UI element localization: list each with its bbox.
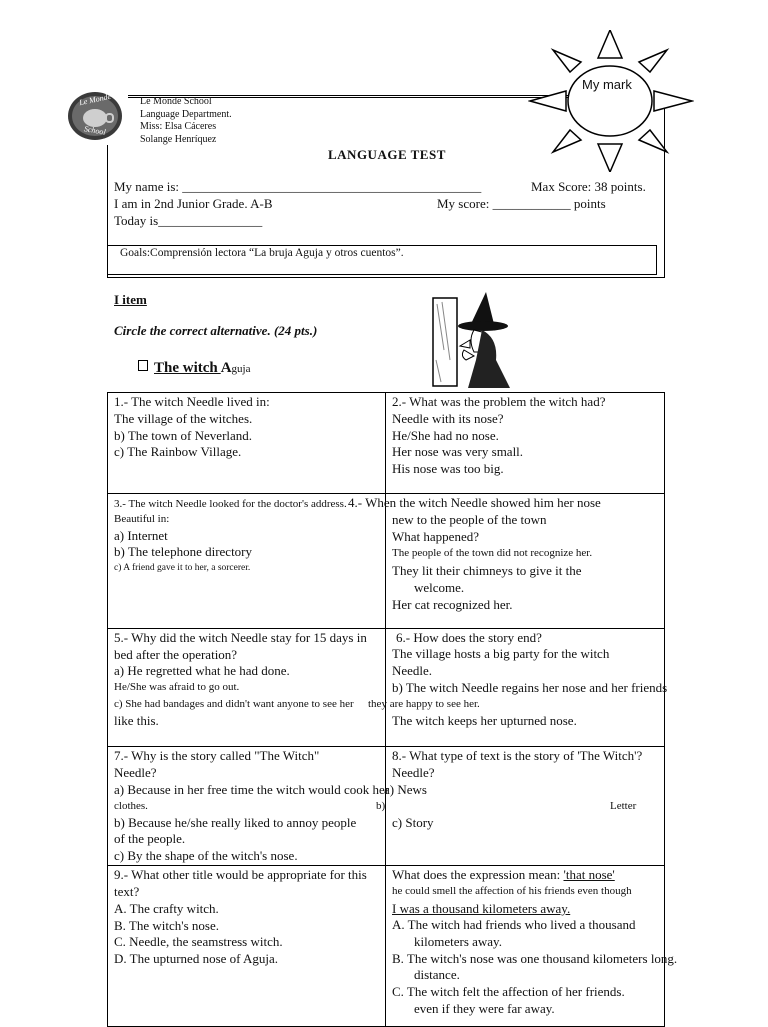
- q1-option-b[interactable]: b) The town of Neverland.: [114, 428, 253, 443]
- q1-prompt: 1.- The witch Needle lived in:: [114, 394, 270, 409]
- school-info: [140, 96, 232, 146]
- q9-option-b[interactable]: B. The witch's nose.: [114, 918, 220, 933]
- q9-option-d[interactable]: D. The upturned nose of Aguja.: [114, 951, 279, 966]
- q6-option-a[interactable]: The village hosts a big party for the witch: [392, 646, 610, 661]
- q7-prompt: 7.- Why is the story called "The Witch": [114, 748, 320, 763]
- goals-text: Goals:Comprensión lectora “La bruja Aguja y otros cuentos”.: [120, 247, 404, 259]
- name-line[interactable]: My name is: ______________________________________________: [114, 179, 482, 194]
- q5-option-a[interactable]: a) He regretted what he had done.: [114, 663, 290, 678]
- q5-option-c[interactable]: c) She had bandages and didn't want anyone to see her: [114, 698, 354, 710]
- q6-prompt: 6.- How does the story end?: [396, 630, 542, 645]
- q10-prompt: [392, 867, 615, 882]
- section-instruction: Circle the correct alternative. (24 pts.): [114, 323, 318, 338]
- q6-option-c[interactable]: The witch keeps her upturned nose.: [392, 713, 577, 728]
- section-item: I item: [114, 292, 147, 307]
- witch-illustration: [430, 290, 515, 390]
- my-score-line[interactable]: My score: ____________ points: [437, 196, 606, 211]
- school-logo: [66, 90, 124, 142]
- mark-sun: [528, 30, 694, 172]
- q8-option-b[interactable]: Letter: [610, 800, 637, 812]
- q7-stray-b: b): [376, 800, 386, 812]
- q8-prompt: 8.- What type of text is the story of 'The Witch'?: [392, 748, 643, 763]
- date-line[interactable]: Today is________________: [114, 213, 263, 228]
- q5-prompt-cont: bed after the operation?: [114, 647, 238, 662]
- q6-option-a-cont[interactable]: Needle.: [392, 663, 433, 678]
- q2-prompt-cont: Needle with its nose?: [392, 411, 504, 426]
- q9-prompt-cont: text?: [114, 884, 140, 899]
- q4-option-a[interactable]: The people of the town did not recognize her.: [392, 547, 593, 559]
- checkbox-icon: [138, 360, 148, 371]
- story-title-cap: A: [220, 360, 232, 376]
- q2-option-c[interactable]: His nose was too big.: [392, 461, 504, 476]
- department: Language Department.: [140, 108, 232, 120]
- page-title: LANGUAGE TEST: [328, 147, 446, 162]
- q1-option-c[interactable]: c) The Rainbow Village.: [114, 444, 242, 459]
- q3-option-c[interactable]: c) A friend gave it to her, a sorcerer.: [114, 563, 251, 573]
- q4-prompt-cont: new to the people of the town: [392, 512, 547, 527]
- q10-option-a[interactable]: A. The witch had friends who lived a thousand: [392, 917, 636, 932]
- q9-prompt: 9.- What other title would be appropriate for this: [114, 867, 367, 882]
- story-title: [138, 359, 250, 377]
- header-bottom-line: [107, 277, 664, 278]
- q7-prompt-cont: Needle?: [114, 765, 157, 780]
- q5-option-b[interactable]: He/She was afraid to go out.: [114, 681, 240, 693]
- logo-text-bottom: School: [83, 124, 107, 137]
- q10-option-a-cont[interactable]: kilometers away.: [414, 934, 502, 949]
- q3-option-b[interactable]: b) The telephone directory: [114, 544, 253, 559]
- q1-option-a[interactable]: The village of the witches.: [114, 411, 253, 426]
- school-name: Le Monde School: [140, 96, 212, 107]
- grade-line: I am in 2nd Junior Grade. A-B: [114, 196, 273, 211]
- q2-prompt: 2.- What was the problem the witch had?: [392, 394, 606, 409]
- q8-prompt-cont: Needle?: [392, 765, 435, 780]
- q10-prompt-cont-2: I was a thousand kilometers away.: [392, 901, 571, 916]
- questions-table: [107, 392, 678, 1027]
- q5-option-c-cont[interactable]: like this.: [114, 713, 159, 728]
- q7-option-c[interactable]: c) By the shape of the witch's nose.: [114, 848, 298, 863]
- q10-prompt-cont: he could smell the affection of his friends even though: [392, 885, 632, 897]
- goals-box: [107, 245, 657, 275]
- q6-option-b-cont[interactable]: they are happy to see her.: [368, 698, 480, 710]
- q10-prompt-text: What does the expression mean:: [392, 867, 564, 882]
- my-mark-label: My mark: [582, 77, 632, 92]
- story-title-main: The witch: [154, 360, 221, 376]
- q10-option-c[interactable]: C. The witch felt the affection of her friends.: [392, 984, 625, 999]
- q4-option-c[interactable]: Her cat recognized her.: [392, 597, 513, 612]
- q2-option-b[interactable]: Her nose was very small.: [392, 444, 524, 459]
- teacher-2: Solange Henríquez: [140, 133, 217, 145]
- q7-option-a[interactable]: a) Because in her free time the witch would cook her: [114, 782, 390, 797]
- q4-prompt: 4.- When the witch Needle showed him her nose: [348, 495, 601, 510]
- q7-option-a-cont[interactable]: clothes.: [114, 800, 148, 812]
- q4-option-b[interactable]: They lit their chimneys to give it the: [392, 563, 582, 578]
- q4-prompt-q: What happened?: [392, 529, 479, 544]
- q4-option-b-cont[interactable]: welcome.: [414, 580, 465, 595]
- q2-option-a[interactable]: He/She had no nose.: [392, 428, 499, 443]
- q7-option-b[interactable]: b) Because he/she really liked to annoy people: [114, 815, 357, 830]
- teacher-1: Miss: Elsa Cáceres: [140, 121, 217, 132]
- q8-option-a[interactable]: a) News: [384, 782, 427, 797]
- q8-option-c[interactable]: c) Story: [392, 815, 434, 830]
- logo-text-top: Le Monde: [78, 91, 112, 108]
- q10-prompt-quote: 'that nose': [563, 867, 615, 882]
- q9-option-c[interactable]: C. Needle, the seamstress witch.: [114, 934, 283, 949]
- q10-option-b-cont[interactable]: distance.: [414, 967, 460, 982]
- q3-prompt: 3.- The witch Needle looked for the doctor's address.: [114, 498, 347, 510]
- q3-prompt-cont: Beautiful in:: [114, 513, 170, 525]
- q10-option-b[interactable]: B. The witch's nose was one thousand kilometers long.: [392, 951, 678, 966]
- q6-option-b[interactable]: b) The witch Needle regains her nose and her friends: [392, 680, 668, 695]
- q3-option-a[interactable]: a) Internet: [114, 528, 168, 543]
- q7-option-b-cont[interactable]: of the people.: [114, 831, 186, 846]
- q10-option-c-cont[interactable]: even if they were far away.: [414, 1001, 555, 1016]
- max-score: Max Score: 38 points.: [531, 179, 646, 194]
- story-title-rest: guja: [231, 363, 251, 375]
- q9-option-a[interactable]: A. The crafty witch.: [114, 901, 219, 916]
- q5-prompt: 5.- Why did the witch Needle stay for 15 days in: [114, 630, 367, 645]
